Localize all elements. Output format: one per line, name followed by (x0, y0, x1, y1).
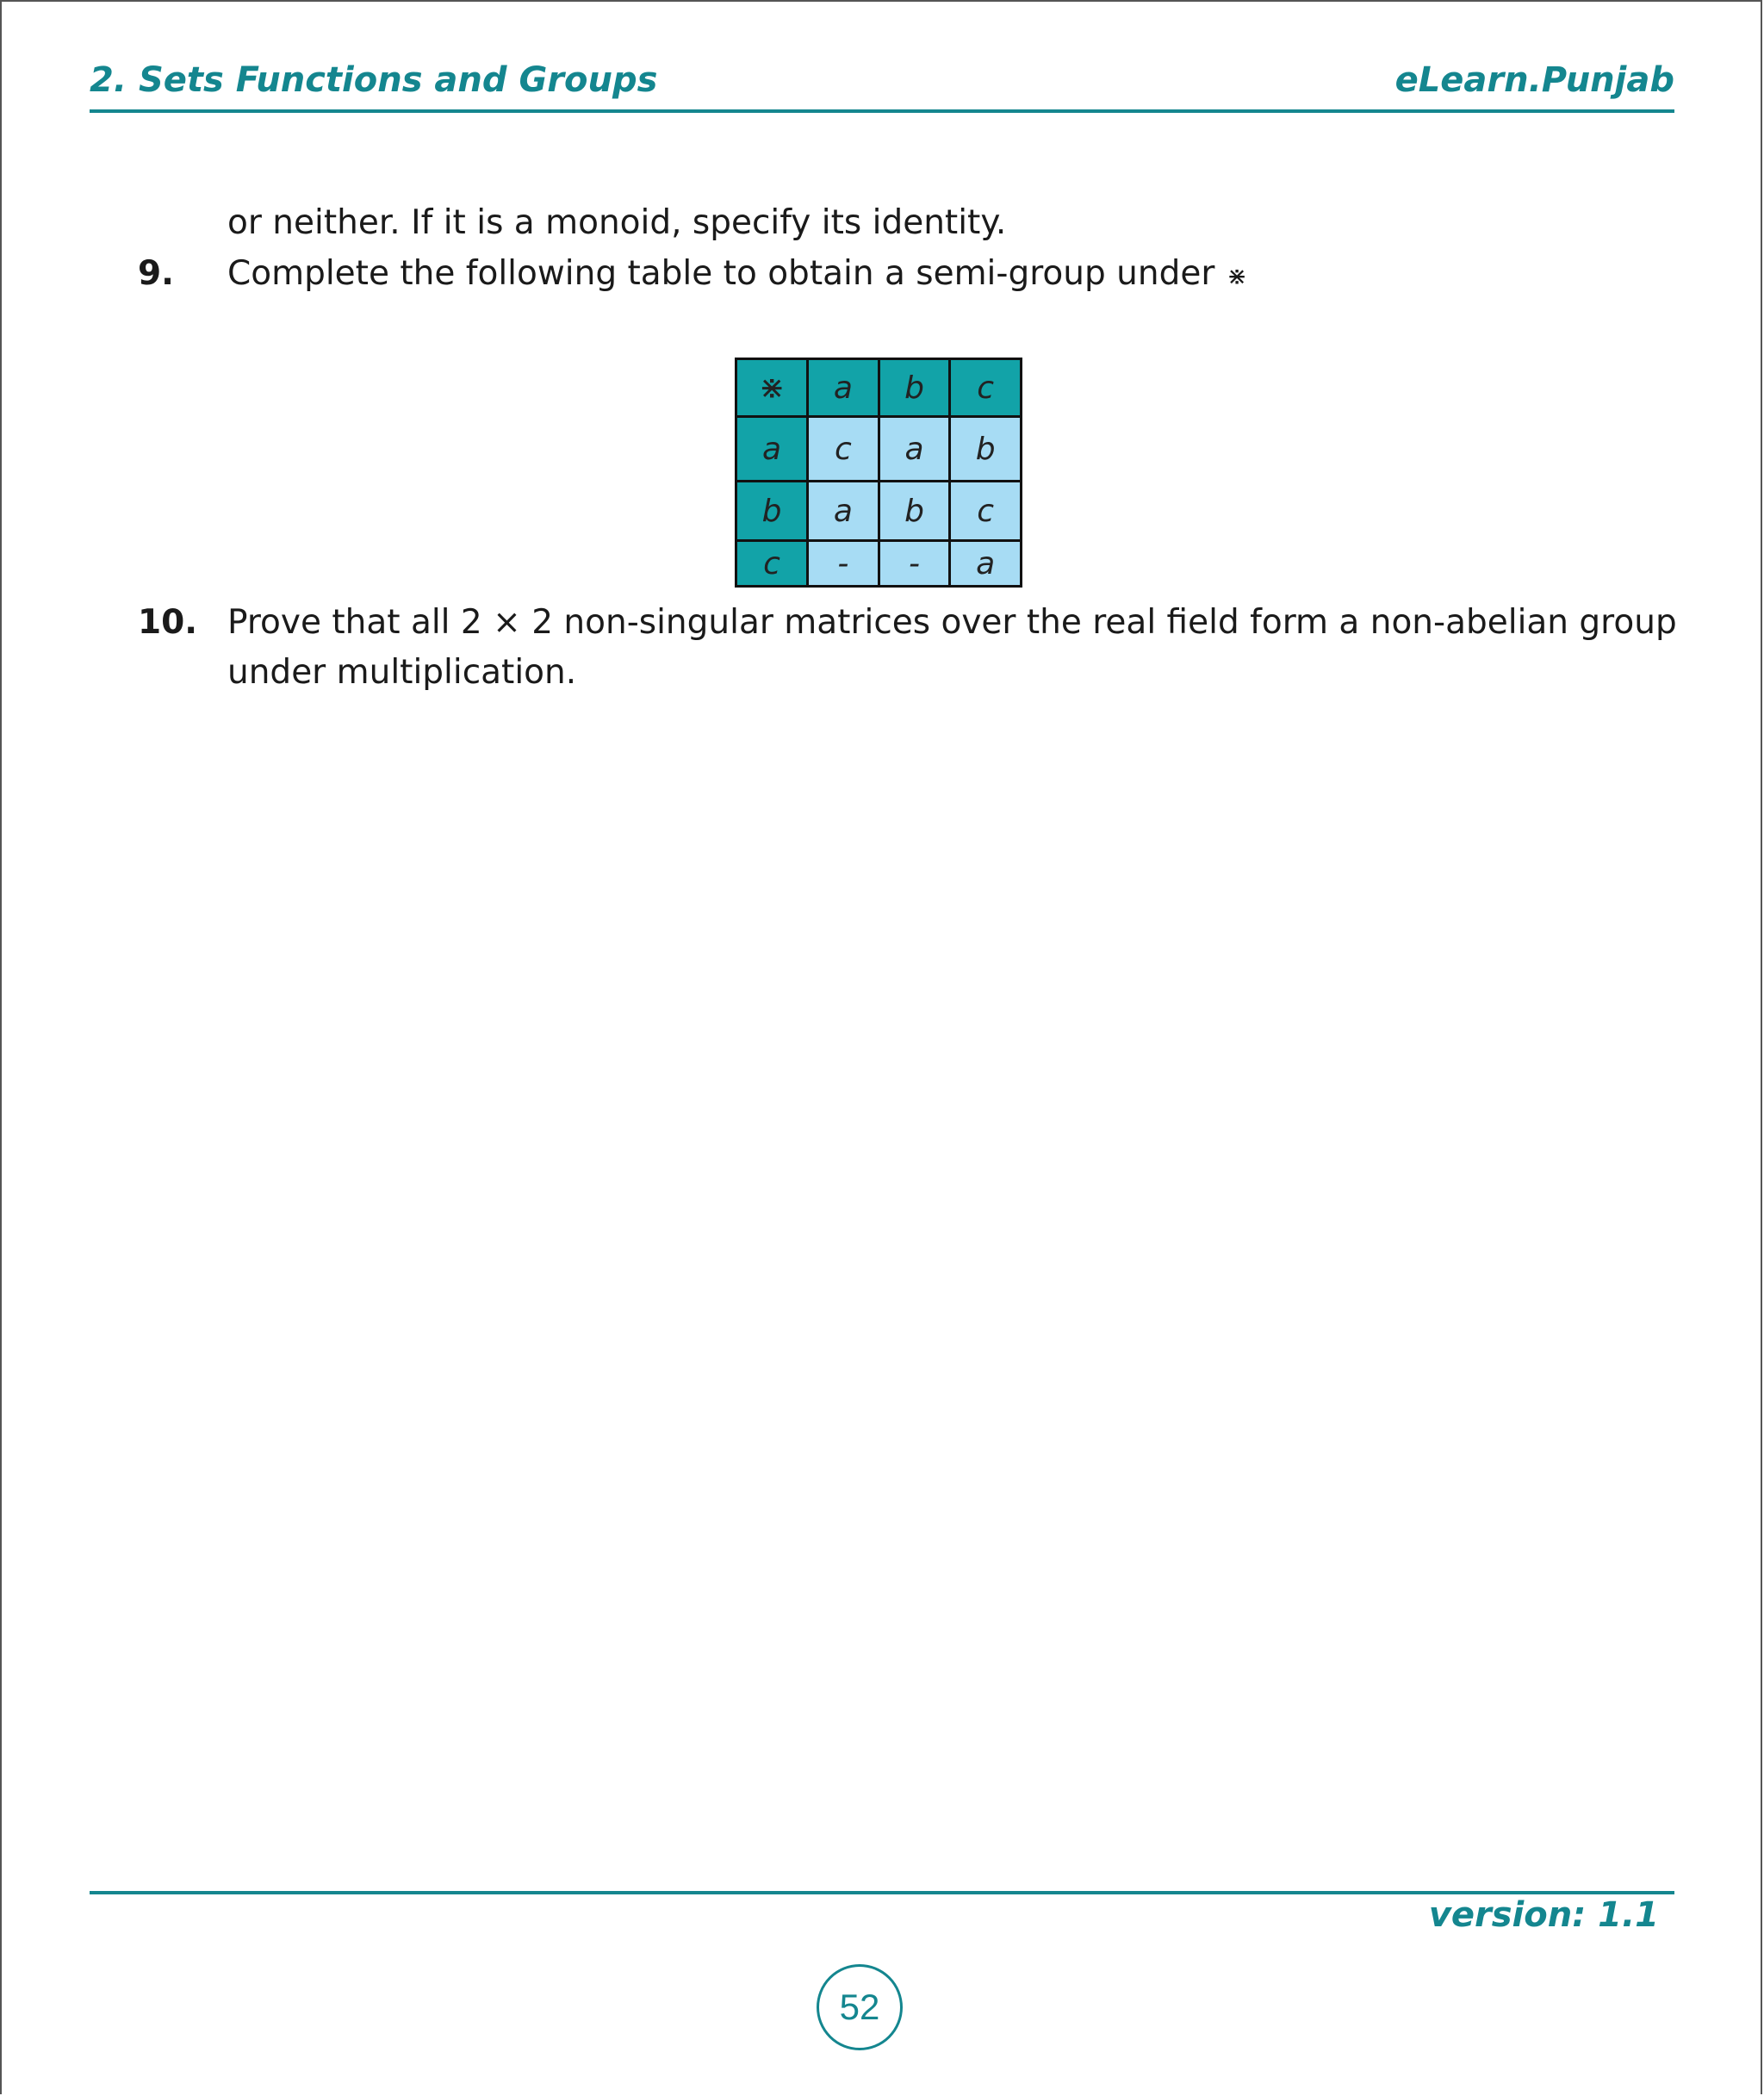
row-header: c (736, 541, 808, 587)
operation-symbol: ⋇ (1227, 262, 1247, 290)
question-9-body: Complete the following table to obtain a semi-group under (227, 254, 1215, 293)
row-header: b (736, 482, 808, 541)
question-10-line-1: Prove that all 2 × 2 non-singular matrices over the real field form a non-abelian group (227, 603, 1677, 642)
header-rule (90, 109, 1674, 113)
footer-rule (90, 1891, 1674, 1894)
table-cell: a (879, 417, 950, 482)
question-9-text (227, 254, 1247, 293)
table-cell: c (808, 417, 879, 482)
table-cell: b (879, 482, 950, 541)
table-cell: a (950, 541, 1022, 587)
col-header: b (879, 359, 950, 417)
col-header: c (950, 359, 1022, 417)
table-cell: - (808, 541, 879, 587)
table-row (736, 417, 1022, 482)
table-corner-symbol: ⋇ (736, 359, 808, 417)
table-cell: a (808, 482, 879, 541)
table-cell: c (950, 482, 1022, 541)
chapter-title: 2. Sets Functions and Groups (90, 60, 658, 100)
table-header-row (736, 359, 1022, 417)
question-9-number: 9. (138, 254, 174, 293)
table-cell: - (879, 541, 950, 587)
page-number: 52 (817, 1964, 903, 2050)
operation-table (735, 358, 1022, 588)
question-10-line-2: under multiplication. (227, 653, 577, 692)
continuation-text: or neither. If it is a monoid, specify its identity. (227, 203, 1007, 242)
col-header: a (808, 359, 879, 417)
publisher-name: eLearn.Punjab (1394, 60, 1674, 100)
table-cell: b (950, 417, 1022, 482)
version-label: version: 1.1 (1428, 1895, 1659, 1935)
table-row (736, 541, 1022, 587)
table-row (736, 482, 1022, 541)
question-10-number: 10. (138, 603, 198, 642)
row-header: a (736, 417, 808, 482)
